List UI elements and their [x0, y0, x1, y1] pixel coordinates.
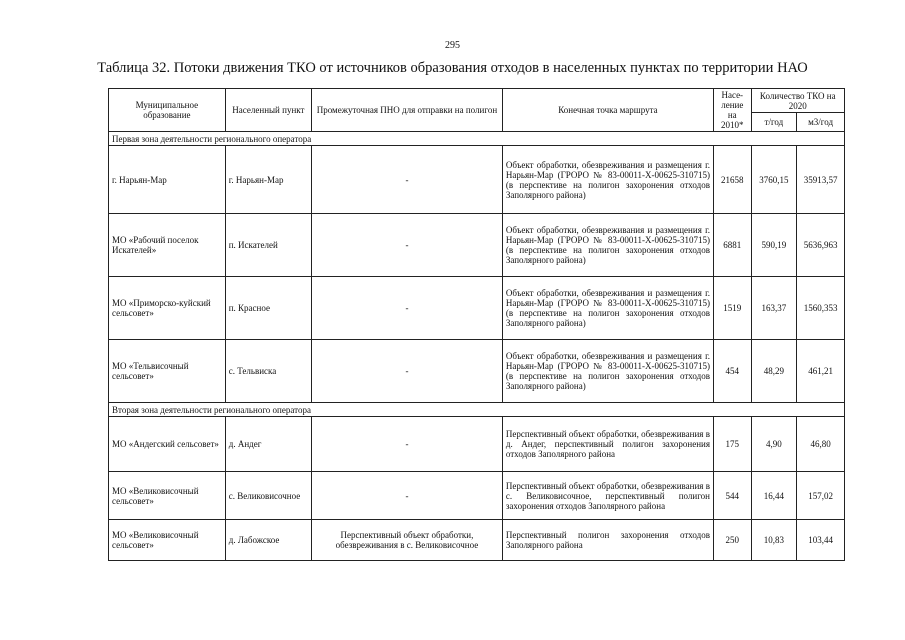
intermediate-cell: -: [312, 277, 503, 340]
endpoint-cell: Объект обработки, обезвреживания и размещения г. Нарьян-Мар (ГРОРО № 83-00011-Х-00625-310715) (в перспективе на полигон захоронения отходов Заполярного района): [502, 146, 713, 214]
settlement-cell: п. Искателей: [225, 214, 311, 277]
tons-cell: 163,37: [751, 277, 797, 340]
table-row: [109, 472, 845, 520]
population-cell: 544: [714, 472, 752, 520]
zone-row: [109, 132, 845, 146]
settlement-cell: д. Лабожское: [225, 520, 311, 561]
municipality-cell: МО «Рабочий поселок Искателей»: [109, 214, 226, 277]
m3-cell: 103,44: [797, 520, 845, 561]
settlement-cell: с. Великовисочное: [225, 472, 311, 520]
tko-flow-table: [108, 88, 845, 561]
zone-label: Вторая зона деятельности регионального оператора: [109, 403, 845, 417]
table-row: [109, 417, 845, 472]
tons-cell: 3760,15: [751, 146, 797, 214]
municipality-cell: МО «Приморско-куйский сельсовет»: [109, 277, 226, 340]
population-cell: 250: [714, 520, 752, 561]
intermediate-cell: Перспективный объект обработки, обезвреживания в с. Великовисочное: [312, 520, 503, 561]
municipality-cell: МО «Великовисочный сельсовет»: [109, 520, 226, 561]
tons-cell: 48,29: [751, 340, 797, 403]
header-endpoint: Конечная точка маршрута: [502, 89, 713, 132]
m3-cell: 461,21: [797, 340, 845, 403]
header-population: Насе-ление на 2010*: [714, 89, 752, 132]
population-cell: 6881: [714, 214, 752, 277]
header-settlement: Населенный пункт: [225, 89, 311, 132]
endpoint-cell: Перспективный объект обработки, обезвреживания в с. Великовисочное, перспективный полигон захоронения отходов Заполярного района: [502, 472, 713, 520]
settlement-cell: г. Нарьян-Мар: [225, 146, 311, 214]
table-row: [109, 340, 845, 403]
intermediate-cell: -: [312, 417, 503, 472]
endpoint-cell: Объект обработки, обезвреживания и размещения г. Нарьян-Мар (ГРОРО № 83-00011-Х-00625-310715) (в перспективе на полигон захоронения отходов Заполярного района): [502, 214, 713, 277]
population-cell: 454: [714, 340, 752, 403]
population-cell: 1519: [714, 277, 752, 340]
intermediate-cell: -: [312, 146, 503, 214]
m3-cell: 1560,353: [797, 277, 845, 340]
m3-cell: 157,02: [797, 472, 845, 520]
settlement-cell: с. Тельвиска: [225, 340, 311, 403]
header-municipality: Муниципальное образование: [109, 89, 226, 132]
intermediate-cell: -: [312, 472, 503, 520]
population-cell: 175: [714, 417, 752, 472]
municipality-cell: МО «Великовисочный сельсовет»: [109, 472, 226, 520]
population-cell: 21658: [714, 146, 752, 214]
tons-cell: 4,90: [751, 417, 797, 472]
header-row: [109, 89, 845, 113]
intermediate-cell: -: [312, 340, 503, 403]
header-m3: м3/год: [797, 113, 845, 132]
m3-cell: 5636,963: [797, 214, 845, 277]
m3-cell: 35913,57: [797, 146, 845, 214]
tons-cell: 590,19: [751, 214, 797, 277]
zone-row: [109, 403, 845, 417]
table-body: [109, 132, 845, 561]
endpoint-cell: Объект обработки, обезвреживания и размещения г. Нарьян-Мар (ГРОРО № 83-00011-Х-00625-310715) (в перспективе на полигон захоронения отходов Заполярного района): [502, 277, 713, 340]
endpoint-cell: Перспективный полигон захоронения отходов Заполярного района: [502, 520, 713, 561]
header-quantity: Количество ТКО на 2020: [751, 89, 844, 113]
table-row: [109, 146, 845, 214]
tons-cell: 10,83: [751, 520, 797, 561]
table-row: [109, 277, 845, 340]
tons-cell: 16,44: [751, 472, 797, 520]
table-title: Таблица 32. Потоки движения ТКО от источников образования отходов в населенных пунктах по территории НАО: [97, 60, 808, 76]
endpoint-cell: Перспективный объект обработки, обезвреживания в д. Андег, перспективный полигон захоронения отходов Заполярного района: [502, 417, 713, 472]
header-tons: т/год: [751, 113, 797, 132]
endpoint-cell: Объект обработки, обезвреживания и размещения г. Нарьян-Мар (ГРОРО № 83-00011-Х-00625-310715) (в перспективе на полигон захоронения отходов Заполярного района): [502, 340, 713, 403]
zone-label: Первая зона деятельности регионального оператора: [109, 132, 845, 146]
intermediate-cell: -: [312, 214, 503, 277]
municipality-cell: МО «Андегский сельсовет»: [109, 417, 226, 472]
settlement-cell: д. Андег: [225, 417, 311, 472]
municipality-cell: г. Нарьян-Мар: [109, 146, 226, 214]
table-row: [109, 520, 845, 561]
header-intermediate: Промежуточная ПНО для отправки на полигон: [312, 89, 503, 132]
page-number: 295: [445, 40, 460, 51]
table-row: [109, 214, 845, 277]
settlement-cell: п. Красное: [225, 277, 311, 340]
municipality-cell: МО «Тельвисочный сельсовет»: [109, 340, 226, 403]
m3-cell: 46,80: [797, 417, 845, 472]
